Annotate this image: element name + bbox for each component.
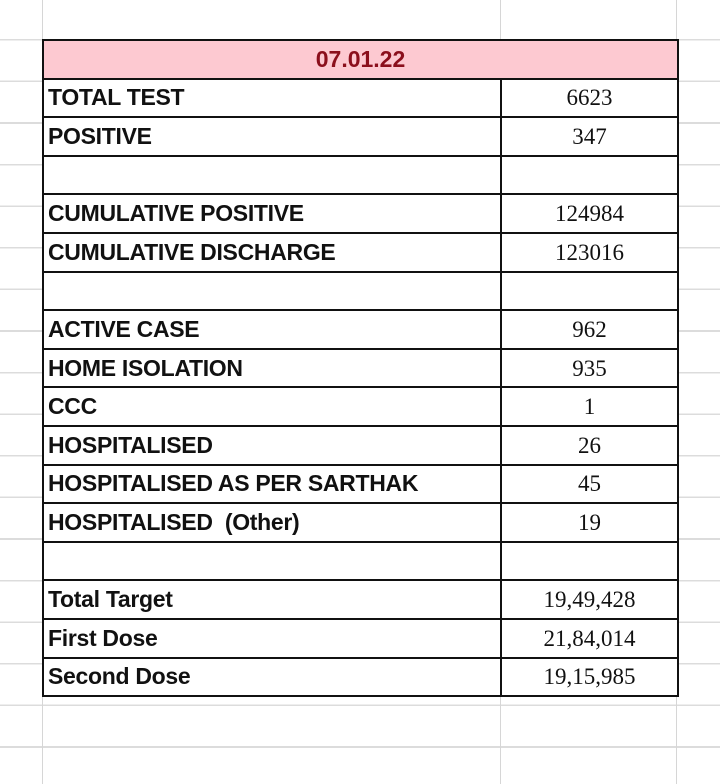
table-row <box>43 194 678 233</box>
row-label-second-dose[interactable]: Second Dose <box>43 658 501 697</box>
empty-cell[interactable] <box>501 272 678 311</box>
header-row <box>43 40 678 79</box>
row-label-first-dose[interactable]: First Dose <box>43 619 501 658</box>
table-row-empty <box>43 542 678 581</box>
row-label-ccc[interactable]: CCC <box>43 387 501 426</box>
table-row <box>43 658 678 697</box>
row-label-hospitalised-sarthak[interactable]: HOSPITALISED AS PER SARTHAK <box>43 465 501 504</box>
empty-cell[interactable] <box>43 272 501 311</box>
row-label-cumulative-positive[interactable]: CUMULATIVE POSITIVE <box>43 194 501 233</box>
row-value-cumulative-positive[interactable]: 124984 <box>501 194 678 233</box>
table-row <box>43 310 678 349</box>
table-row <box>43 233 678 272</box>
table-row <box>43 117 678 156</box>
row-value-hospitalised-sarthak[interactable]: 45 <box>501 465 678 504</box>
row-value-ccc[interactable]: 1 <box>501 387 678 426</box>
report-date[interactable]: 07.01.22 <box>43 40 678 79</box>
empty-cell[interactable] <box>43 156 501 195</box>
table-row <box>43 79 678 118</box>
row-label-total-target[interactable]: Total Target <box>43 580 501 619</box>
row-label-hospitalised-other[interactable]: HOSPITALISED (Other) <box>43 503 501 542</box>
row-value-cumulative-discharge[interactable]: 123016 <box>501 233 678 272</box>
row-value-total-target[interactable]: 19,49,428 <box>501 580 678 619</box>
table-row <box>43 503 678 542</box>
table-row <box>43 349 678 388</box>
row-value-hospitalised[interactable]: 26 <box>501 426 678 465</box>
table-row-empty <box>43 272 678 311</box>
row-label-active-case[interactable]: ACTIVE CASE <box>43 310 501 349</box>
table-row <box>43 465 678 504</box>
row-value-hospitalised-other[interactable]: 19 <box>501 503 678 542</box>
table-row <box>43 580 678 619</box>
table-row <box>43 426 678 465</box>
table-row-empty <box>43 156 678 195</box>
row-label-positive[interactable]: POSITIVE <box>43 117 501 156</box>
row-label-cumulative-discharge[interactable]: CUMULATIVE DISCHARGE <box>43 233 501 272</box>
row-label-hospitalised[interactable]: HOSPITALISED <box>43 426 501 465</box>
row-value-positive[interactable]: 347 <box>501 117 678 156</box>
covid-report-table <box>42 39 679 697</box>
empty-cell[interactable] <box>501 156 678 195</box>
row-label-home-isolation[interactable]: HOME ISOLATION <box>43 349 501 388</box>
row-value-second-dose[interactable]: 19,15,985 <box>501 658 678 697</box>
empty-cell[interactable] <box>43 542 501 581</box>
row-value-first-dose[interactable]: 21,84,014 <box>501 619 678 658</box>
row-value-active-case[interactable]: 962 <box>501 310 678 349</box>
empty-cell[interactable] <box>501 542 678 581</box>
row-value-total-test[interactable]: 6623 <box>501 79 678 118</box>
row-label-total-test[interactable]: TOTAL TEST <box>43 79 501 118</box>
table-row <box>43 387 678 426</box>
table-row <box>43 619 678 658</box>
row-value-home-isolation[interactable]: 935 <box>501 349 678 388</box>
